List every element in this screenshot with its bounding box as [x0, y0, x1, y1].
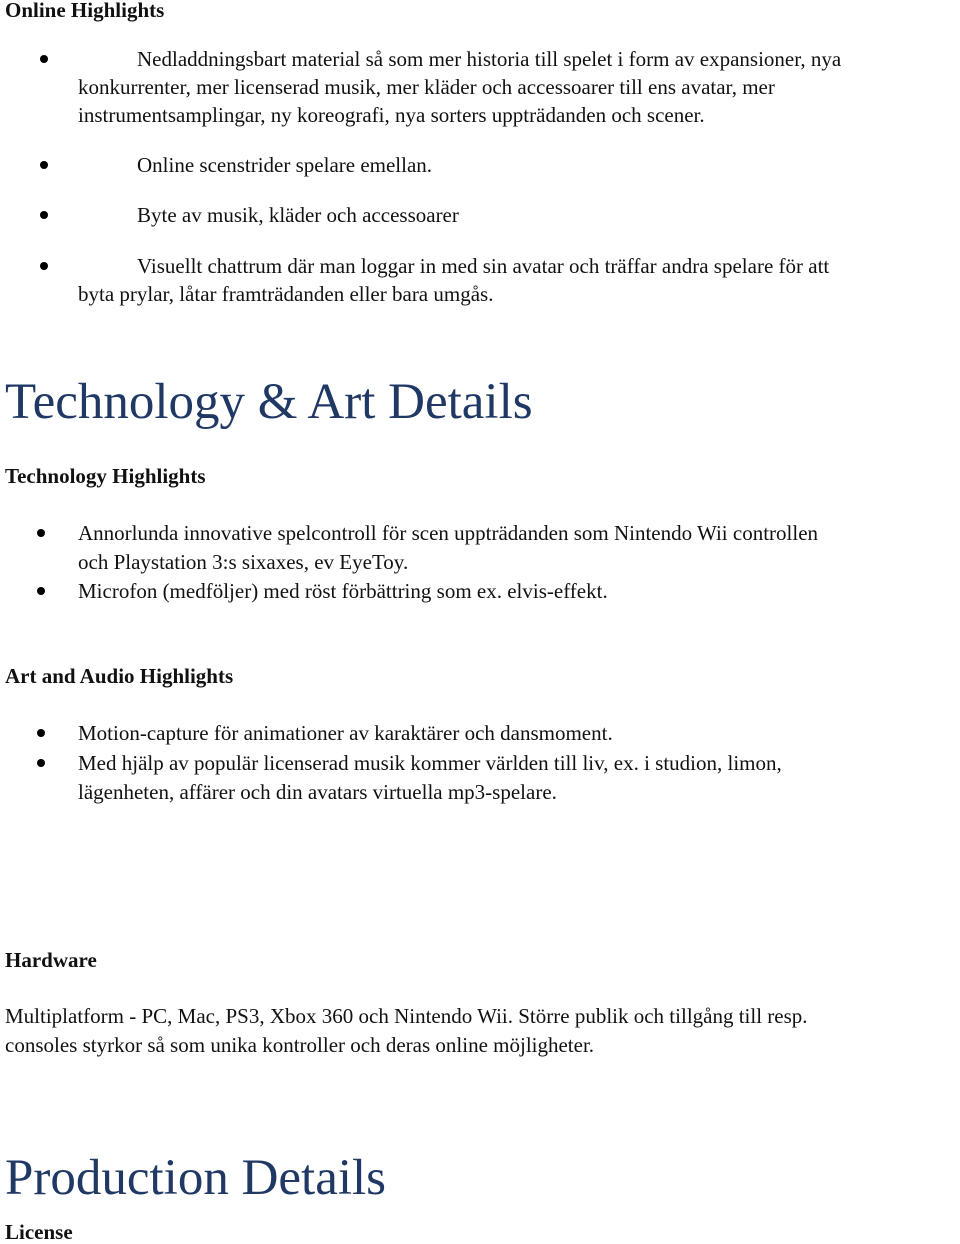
art-audio-highlights-heading: Art and Audio Highlights: [5, 664, 234, 688]
tech-item-1-line-2: och Playstation 3:s sixaxes, ev EyeToy.: [78, 550, 409, 574]
tech-item-2: Microfon (medföljer) med röst förbättring som ex. elvis-effekt.: [78, 579, 608, 603]
hardware-heading: Hardware: [5, 948, 97, 972]
bullet-icon: [40, 161, 48, 169]
tech-art-title: Technology & Art Details: [5, 374, 533, 430]
bullet-icon: [37, 759, 45, 767]
online-item-3: Byte av musik, kläder och accessoarer: [137, 203, 459, 227]
bullet-icon: [37, 529, 45, 537]
bullet-icon: [37, 587, 45, 595]
art-item-1: Motion-capture för animationer av karaktärer och dansmoment.: [78, 721, 613, 745]
bullet-icon: [40, 211, 48, 219]
online-item-1-line-2: konkurrenter, mer licenserad musik, mer kläder och accessoarer till ens avatar, mer: [78, 75, 775, 99]
online-item-2: Online scenstrider spelare emellan.: [137, 153, 433, 177]
bullet-icon: [37, 729, 45, 737]
bullet-icon: [40, 55, 48, 63]
art-item-2-line-1: Med hjälp av populär licenserad musik kommer världen till liv, ex. i studion, limon,: [78, 751, 782, 775]
license-heading: License: [5, 1220, 73, 1244]
hardware-line-2: consoles styrkor så som unika kontroller och deras online möjligheter.: [5, 1033, 595, 1057]
technology-highlights-heading: Technology Highlights: [5, 464, 206, 488]
online-item-4-line-2: byta prylar, låtar framträdanden eller bara umgås.: [78, 282, 494, 306]
online-item-1-line-3: instrumentsamplingar, ny koreografi, nya sorters uppträdanden och scener.: [78, 103, 705, 127]
bullet-icon: [40, 262, 48, 270]
online-item-4-line-1: Visuellt chattrum där man loggar in med sin avatar och träffar andra spelare för att: [137, 254, 830, 278]
online-item-1-line-1: Nedladdningsbart material så som mer historia till spelet i form av expansioner, nya: [137, 47, 842, 71]
production-details-title: Production Details: [5, 1150, 387, 1206]
art-item-2-line-2: lägenheten, affärer och din avatars virtuella mp3-spelare.: [78, 780, 557, 804]
hardware-line-1: Multiplatform - PC, Mac, PS3, Xbox 360 och Nintendo Wii. Större publik och tillgång till resp.: [5, 1004, 808, 1028]
tech-item-1-line-1: Annorlunda innovative spelcontroll för scen uppträdanden som Nintendo Wii controllen: [78, 521, 819, 545]
online-highlights-heading: Online Highlights: [5, 0, 165, 22]
